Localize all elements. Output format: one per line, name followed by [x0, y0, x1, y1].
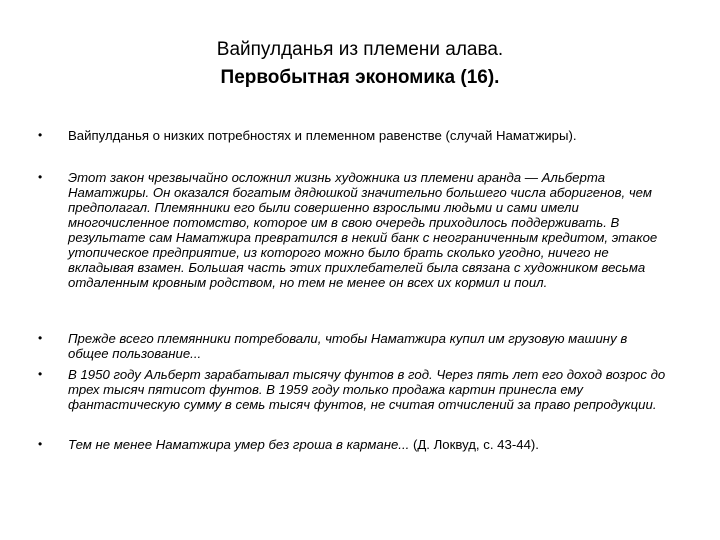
bullet-text: Этот закон чрезвычайно осложнил жизнь художника из племени аранда — Альберта Наматжиры. Он оказался богатым дядюшкой значительно большего числа аборигенов, чем предполагал. Племянники его были совершенно взрослыми людьми и сами имели многочисленное потомство, которое им в свою очередь приходилось поддерживать. В результате сам Наматжира превратился в некий банк с неограниченным кредитом, этакое утопическое предприятие, из которого можно было брать сколько угодно, ничего не вкладывая взамен. Большая часть этих прихлебателей была связана с художником весьма отдаленным кровным родством, но тем не менее он всех их кормил и поил.: [68, 170, 658, 290]
bullet-text: Вайпулданья о низких потребностях и племенном равенстве (случай Наматжиры).: [68, 128, 577, 143]
bullet-text: Прежде всего племянники потребовали, чтобы Наматжира купил им грузовую машину в общее пользование...: [68, 331, 628, 361]
bullet-marker: •: [38, 437, 43, 451]
citation: (Д. Локвуд, с. 43-44).: [409, 437, 539, 452]
bullet-text: [68, 437, 670, 452]
bullet-text-italic: Тем не менее Наматжира умер без гроша в кармане...: [68, 437, 410, 452]
title-line-1: Вайпулданья из племени алава.: [216, 39, 504, 60]
bullet-marker: •: [38, 128, 43, 142]
slide-title: [60, 36, 660, 92]
bullet-marker: •: [38, 170, 43, 184]
bullet-marker: •: [38, 331, 43, 345]
bullet-text: В 1950 году Альберт зарабатывал тысячу фунтов в год. Через пять лет его доход возрос до трех тысяч пятисот фунтов. В 1959 году только продажа картин принесла ему фантастическую сумму в семь тысяч фунтов, не считая отчислений за право репродукции.: [68, 367, 666, 412]
bullet-marker: •: [38, 367, 43, 381]
title-line-2: Первобытная экономика (16).: [220, 67, 500, 88]
